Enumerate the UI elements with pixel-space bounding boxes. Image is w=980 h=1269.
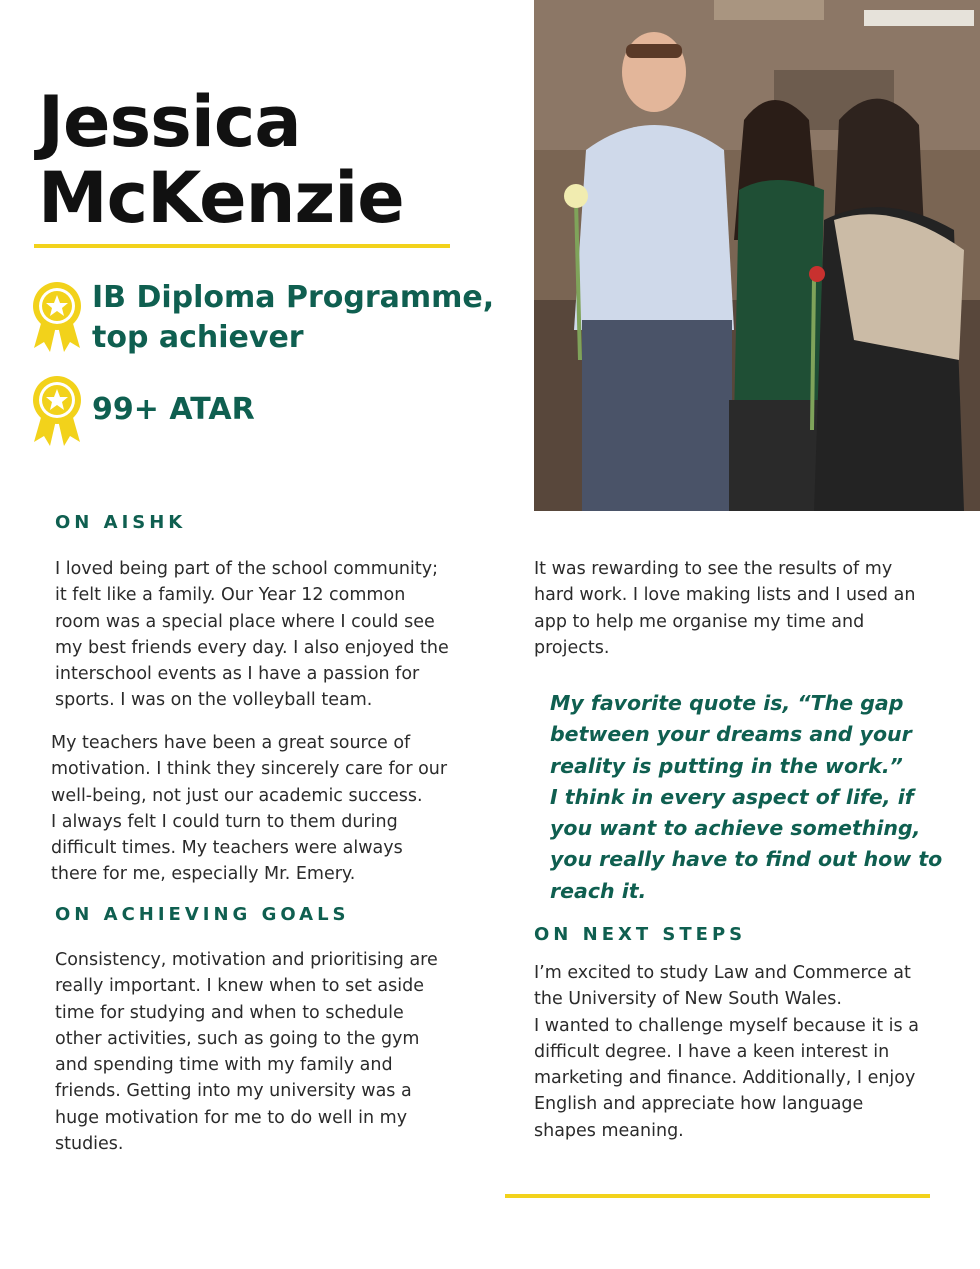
text-line: marketing and finance. Additionally, I enjoy: [534, 1068, 916, 1089]
next-steps-paragraph: [534, 960, 919, 1144]
goals-paragraph: [55, 947, 438, 1157]
achievement-line: 99+ ATAR: [92, 392, 255, 427]
quote-line: I think in every aspect of life, if: [550, 784, 914, 809]
aishk-paragraph-2: [51, 730, 447, 888]
text-line: hard work. I love making lists and I used an: [534, 585, 916, 606]
section-heading-next-steps: ON NEXT STEPS: [534, 924, 747, 945]
text-line: my best friends every day. I also enjoyed the: [55, 637, 449, 658]
photo-illustration: [534, 0, 980, 511]
text-line: English and appreciate how language: [534, 1094, 864, 1115]
achievement-ib: [92, 278, 494, 358]
aishk-paragraph-1: [55, 556, 449, 714]
text-line: interschool events as I have a passion for: [55, 664, 420, 685]
text-line: difficult degree. I have a keen interest in: [534, 1041, 890, 1062]
text-line: I wanted to challenge myself because it is a: [534, 1015, 919, 1036]
text-line: the University of New South Wales.: [534, 989, 842, 1010]
achievement-atar: [92, 390, 255, 430]
quote-line: My favorite quote is, “The gap: [550, 691, 904, 715]
achievement-line: IB Diploma Programme,: [92, 280, 495, 315]
text-line: It was rewarding to see the results of my: [534, 559, 893, 579]
name-first: Jessica: [38, 81, 301, 163]
text-line: I loved being part of the school community;: [55, 559, 439, 579]
graduation-photo: [534, 0, 980, 511]
text-line: projects.: [534, 637, 610, 658]
goals-continued-paragraph: [534, 556, 915, 661]
quote-line: reach it.: [550, 878, 647, 903]
text-line: sports. I was on the volleyball team.: [55, 690, 373, 711]
text-line: time for studying and when to schedule: [55, 1002, 404, 1023]
text-line: there for me, especially Mr. Emery.: [51, 864, 356, 885]
quote-line: you want to achieve something,: [550, 816, 921, 841]
text-line: friends. Getting into my university was a: [55, 1081, 412, 1102]
quote-line: between your dreams and your: [550, 722, 912, 747]
text-line: app to help me organise my time and: [534, 611, 865, 632]
section-heading-goals: ON ACHIEVING GOALS: [55, 904, 350, 925]
section-heading-aishk: ON AISHK: [55, 512, 187, 533]
text-line: Consistency, motivation and prioritising are: [55, 950, 438, 970]
text-line: I always felt I could turn to them during: [51, 811, 398, 832]
award-ribbon-icon: [28, 374, 86, 450]
title-divider: [34, 244, 450, 248]
text-line: My teachers have been a great source of: [51, 733, 411, 753]
footer-divider: [505, 1194, 930, 1198]
quote-line: you really have to find out how to: [550, 847, 943, 872]
text-line: other activities, such as going to the gym: [55, 1028, 420, 1049]
text-line: shapes meaning.: [534, 1120, 684, 1141]
text-line: I’m excited to study Law and Commerce at: [534, 963, 911, 983]
text-line: really important. I knew when to set aside: [55, 976, 424, 997]
text-line: it felt like a family. Our Year 12 common: [55, 585, 406, 606]
name-last: McKenzie: [38, 157, 404, 239]
text-line: motivation. I think they sincerely care for our: [51, 759, 448, 780]
achievement-line: top achiever: [92, 320, 304, 355]
quote-line: reality is putting in the work.”: [550, 753, 903, 778]
text-line: studies.: [55, 1134, 124, 1155]
text-line: room was a special place where I could see: [55, 611, 435, 632]
text-line: well-being, not just our academic success.: [51, 785, 423, 806]
text-line: and spending time with my family and: [55, 1055, 393, 1076]
favorite-quote: [550, 688, 942, 907]
text-line: difficult times. My teachers were always: [51, 838, 403, 859]
award-ribbon-icon: [28, 280, 86, 356]
text-line: huge motivation for me to do well in my: [55, 1107, 408, 1128]
